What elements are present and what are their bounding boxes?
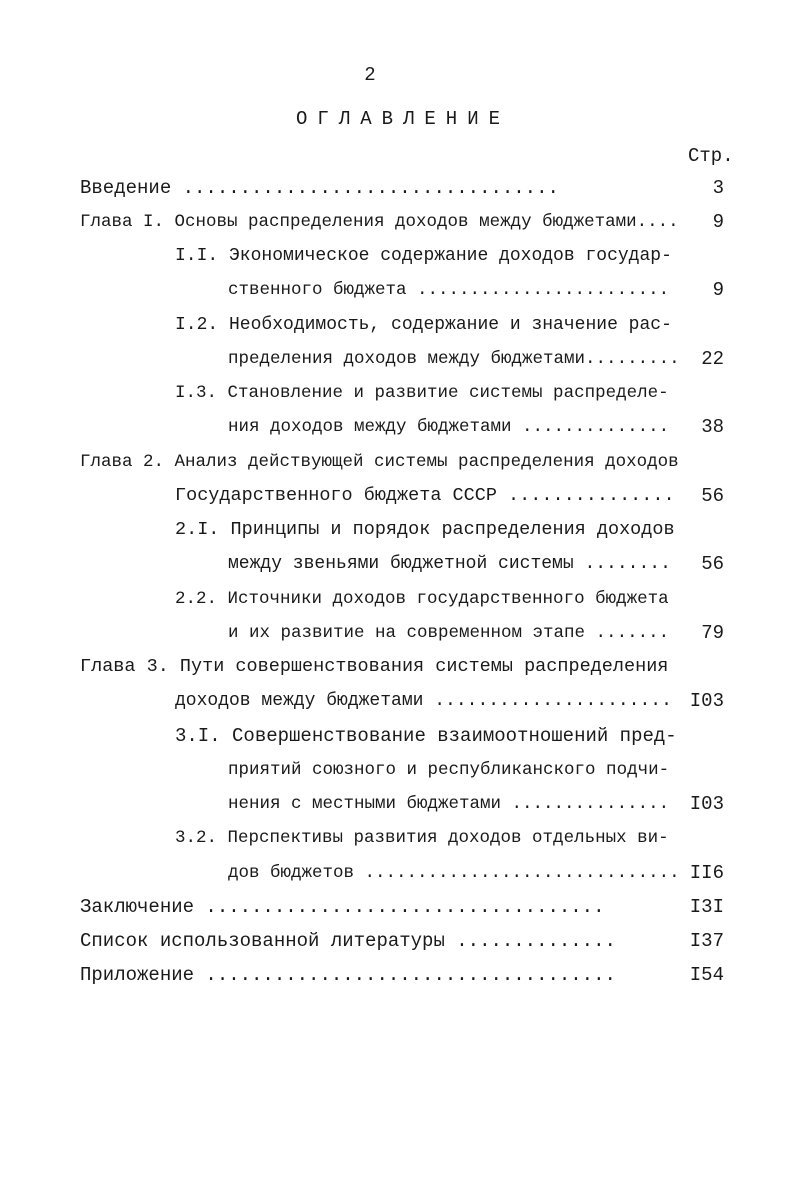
toc-entry-page: I03 bbox=[689, 793, 724, 815]
toc-entry-text: дов бюджетов .............................. bbox=[228, 863, 680, 883]
toc-entry-text: I.I. Экономическое содержание доходов государ- bbox=[175, 246, 672, 266]
toc-entry-text: 3.I. Совершенствование взаимоотношений пред- bbox=[175, 725, 677, 747]
toc-entry-page: 38 bbox=[701, 416, 724, 438]
toc-entry-page: 9 bbox=[712, 211, 724, 233]
page-number: 2 bbox=[364, 64, 376, 86]
toc-entry-page: I3I bbox=[689, 896, 724, 918]
toc-entry-page: 22 bbox=[701, 348, 724, 370]
toc-entry-text: нения с местными бюджетами ............... bbox=[228, 794, 670, 814]
toc-entry-page: 9 bbox=[712, 279, 724, 301]
toc-entry-text: Государственного бюджета СССР ............... bbox=[175, 485, 675, 506]
toc-entry-text: Глава I. Основы распределения доходов между бюджетами.... bbox=[80, 212, 679, 232]
toc-entry-page: 79 bbox=[701, 622, 724, 644]
toc-entry-page: 3 bbox=[712, 177, 724, 199]
toc-entry-text: I.3. Становление и развитие системы распределе- bbox=[175, 383, 669, 403]
toc-entry-text: и их развитие на современном этапе ....... bbox=[228, 623, 670, 643]
toc-entry-text: I.2. Необходимость, содержание и значение рас- bbox=[175, 315, 672, 335]
toc-entry-page: I03 bbox=[689, 690, 724, 712]
toc-entry-text: 3.2. Перспективы развития доходов отдельных ви- bbox=[175, 828, 669, 848]
toc-entry-text: ственного бюджета ........................ bbox=[228, 280, 670, 300]
toc-entry-text: приятий союзного и республиканского подчи- bbox=[228, 760, 670, 780]
page-title: ОГЛАВЛЕНИЕ bbox=[295, 108, 511, 130]
page-column-header: Стр. bbox=[688, 145, 734, 167]
toc-entry-text: Приложение .................................... bbox=[80, 964, 616, 986]
toc-entry-text: Глава 3. Пути совершенствования системы распределения bbox=[80, 656, 669, 677]
toc-entry-text: между звеньями бюджетной системы ........ bbox=[228, 554, 671, 574]
toc-entry-text: Заключение ................................... bbox=[80, 896, 605, 918]
toc-entry-page: 56 bbox=[701, 485, 724, 507]
toc-entry-text: пределения доходов между бюджетами......... bbox=[228, 349, 680, 369]
toc-entry-text: Список использованной литературы .............. bbox=[80, 930, 616, 952]
toc-entry-page: I37 bbox=[689, 930, 724, 952]
toc-entry-text: Введение ................................. bbox=[80, 177, 559, 199]
toc-entry-page: II6 bbox=[689, 862, 724, 884]
toc-entry-text: доходов между бюджетами ...................... bbox=[175, 691, 672, 711]
toc-entry-text: Глава 2. Анализ действующей системы распределения доходов bbox=[80, 452, 679, 472]
toc-entry-page: 56 bbox=[701, 553, 724, 575]
toc-entry-text: ния доходов между бюджетами .............. bbox=[228, 417, 670, 437]
toc-entry-text: 2.2. Источники доходов государственного бюджета bbox=[175, 589, 669, 609]
toc-entry-page: I54 bbox=[689, 964, 724, 986]
toc-entry-text: 2.I. Принципы и порядок распределения доходов bbox=[175, 519, 675, 540]
